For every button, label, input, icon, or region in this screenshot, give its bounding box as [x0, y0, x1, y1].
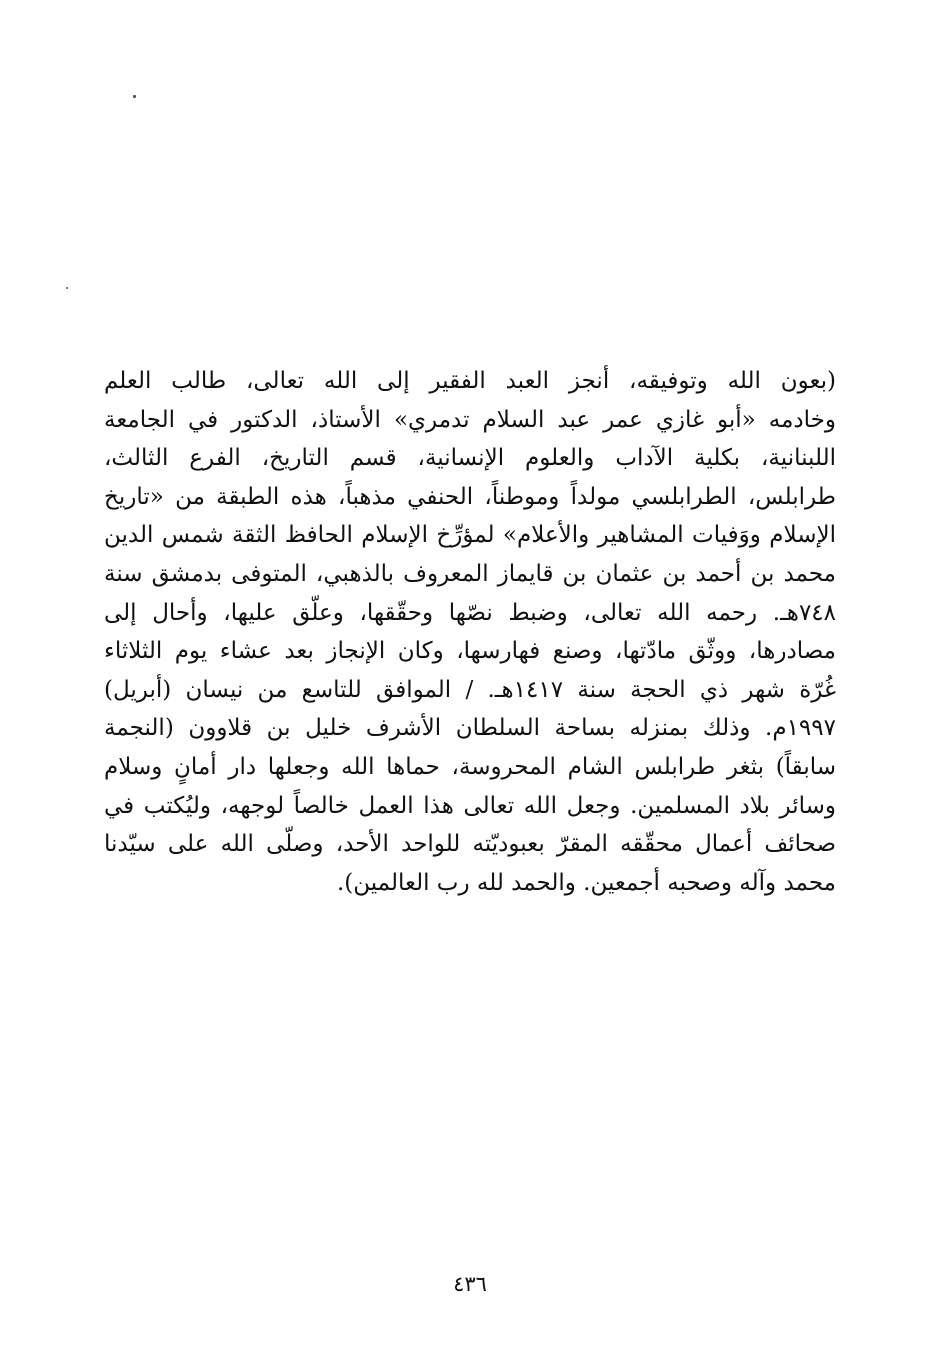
text-line: محمد بن أحمد بن عثمان بن قايماز المعروف بالذهبي، المتوفى بدمشق سنة: [104, 560, 837, 587]
colophon-paragraph: [104, 362, 836, 902]
text-line: صحائف أعمال محقّقه المقرّ بعبوديّته للواحد الأحد، وصلّى الله على سيّدنا: [104, 831, 836, 858]
text-line: محمد وآله وصحبه أجمعين. والحمد لله رب العالمين).: [336, 869, 836, 896]
text-line: طرابلس، الطرابلسي مولداً وموطناً، الحنفي مذهباً، هذه الطبقة من «تاريخ: [104, 483, 836, 510]
page-number: ٤٣٦: [453, 1272, 487, 1296]
scan-speck: [133, 95, 136, 98]
text-line: وسائر بلاد المسلمين. وجعل الله تعالى هذا العمل خالصاً لوجهه، وليُكتب في: [104, 792, 836, 819]
text-line: ١٩٩٧م. وذلك بمنزله بساحة السلطان الأشرف خليل بن قلاوون (النجمة: [104, 715, 836, 742]
text-line: سابقاً) بثغر طرابلس الشام المحروسة، حماها الله وجعلها دار أمانٍ وسلام: [104, 753, 836, 780]
text-line: غُرّة شهر ذي الحجة سنة ١٤١٧هـ. / الموافق للتاسع من نيسان (أبريل): [104, 676, 836, 703]
text-line: مصادرها، ووثّق مادّتها، وصنع فهارسها، وكان الإنجاز بعد عشاء يوم الثلاثاء: [104, 638, 836, 665]
text-line: ٧٤٨هـ. رحمه الله تعالى، وضبط نصّها وحقّقها، وعلّق عليها، وأحال إلى: [104, 599, 836, 626]
text-line: اللبنانية، بكلية الآداب والعلوم الإنسانية، قسم التاريخ، الفرع الثالث،: [104, 445, 836, 472]
text-line: (بعون الله وتوفيقه، أنجز العبد الفقير إلى الله تعالى، طالب العلم: [104, 368, 836, 394]
text-line: الإسلام ووَفيات المشاهير والأعلام» لمؤرِّخ الإسلام الحافظ الثقة شمس الدين: [104, 522, 836, 549]
scan-speck: [66, 287, 68, 289]
text-line: وخادمه «أبو غازي عمر عبد السلام تدمري» الأستاذ، الدكتور في الجامعة: [104, 406, 836, 433]
